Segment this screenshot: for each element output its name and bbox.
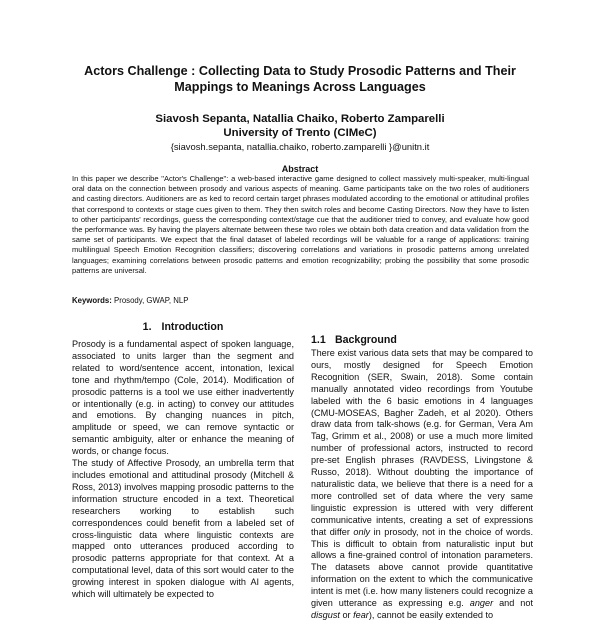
emphasis-only: only	[353, 526, 371, 537]
keywords-label: Keywords:	[72, 296, 112, 305]
section-title: Introduction	[161, 321, 224, 333]
paper-title-line-1: Actors Challenge : Collecting Data to Study Prosodic Patterns and Their	[84, 64, 516, 78]
section-number: 1.	[142, 321, 152, 333]
background-text-a: There exist various data sets that may be compared to ours, mostly designed for Speech Emotion Recognition (SER, Swain, 2018). Some contain manually annotated video recordings from Youtube labeled with the 6 basic emotions in 4 languages (CMU-MOSEAS, Bagher Zadeh, et al 2020). Others draw data from talk-shows (e.g. for German, Vera Am Tag, Grimm et al., 2008) or use a much more limited number of professional actors, instructed to record pre-set English phrases (RAVDESS, Livingstone & Russo, 2018). Without doubting the importance of naturalistic data, we believe that there is a need for a more controlled set of data where the very same linguistic expression is uttered with very different communicative intents, creating a set of expressions that differ	[311, 348, 533, 537]
paper-title	[40, 63, 560, 95]
background-text-d: or	[339, 609, 354, 620]
author-emails: {siavosh.sepanta, natallia.chaiko, roberto.zamparelli }@unitn.it	[170, 141, 430, 152]
emphasis-anger: anger	[469, 598, 494, 609]
subsection-title: Background	[335, 334, 397, 346]
subsection-number: 1.1	[311, 334, 326, 346]
abstract-heading: Abstract	[281, 164, 319, 174]
keywords	[72, 296, 529, 306]
right-column	[311, 348, 533, 622]
background-text-e: ), cannot be easily extended to	[368, 609, 494, 620]
intro-paragraph-1: Prosody is a fundamental aspect of spoken language, associated to units larger than the segment and related to word/sentence accent, intonation, lexical tone and rhythm/tempo (Cole, 2014). Modification of prosodic patterns is a tool we use either inadvertently or intentionally (e.g. in acting) to convey our attitudes and emotions. By changing nuances in pitch, amplitude or speed, we can remove syntactic or semantic ambiguity, alter or enhance the meaning of words, or change focus.	[72, 339, 294, 457]
section-heading-introduction	[72, 321, 294, 334]
keywords-text: Prosody, GWAP, NLP	[111, 296, 189, 305]
left-column	[72, 339, 294, 601]
affiliation: University of Trento (CIMeC)	[223, 127, 377, 139]
subsection-heading-background	[311, 334, 533, 347]
authors: Siavosh Sepanta, Natallia Chaiko, Roberto Zamparelli	[155, 113, 445, 125]
background-text-c: and not	[493, 598, 533, 609]
intro-paragraph-2: The study of Affective Prosody, an umbrella term that includes emotional and attitudinal prosody (Mitchell & Ross, 2013) involves mapping prosodic patterns to the information structure encoded in a text. Theoretical researchers working to establish such correspondences could benefit from a labeled set of cross-linguistic data where linguistic contexts are mapped onto utterances produced according to prosodic patterns appropriate for that context. At a computational level, data of this sort would cater to the growing interest in spoken dialogue with AI agents, which will ultimately be expected to	[72, 458, 294, 600]
background-text-b: in prosody, not in the choice of words. This is difficult to obtain from naturalistic input but allows a fine-grained control of intonation parameters. The datasets above cannot provide quantitative information on the extent to which the communicative intent is met (i.e. how many listeners could recognize a given utterance as expressing e.g.	[311, 526, 533, 609]
paper-title-line-2: Mappings to Meanings Across Languages	[174, 80, 426, 94]
background-paragraph	[311, 348, 533, 622]
abstract-text: In this paper we describe "Actor's Challenge": a web-based interactive game designed to collect massively multi-speaker, multi-lingual oral data on the connection between prosody and various aspects of meaning. Game participants take on the two roles of auditioners and casting directors. Auditioners are as ked to record certain target phrases modulated according to the emotional or attitudinal profiles that correspond to contexts or stage cues given to them. They then switch roles and become Casting Directors. Now they have to listen to other participants' recordings, guess the corresponding context/stage cue that the auditioner tried to convey, and evaluate how good the performance was. By having the players alternate between these two roles we obtain both data creation and data validation from the same set of participants. We expect that the final dataset of labeled recordings will be valuable for a range of applications: training multilingual Speech Emotion Recognition classifiers; discovering correlations and variations in prosodic patterns among unrelated languages; examining correlations between prosodic patterns and emotion recognizability; probing the possibility that some prosodic patterns are universal.	[72, 174, 529, 275]
emphasis-disgust: disgust	[311, 609, 340, 620]
emphasis-fear: fear	[353, 609, 369, 620]
